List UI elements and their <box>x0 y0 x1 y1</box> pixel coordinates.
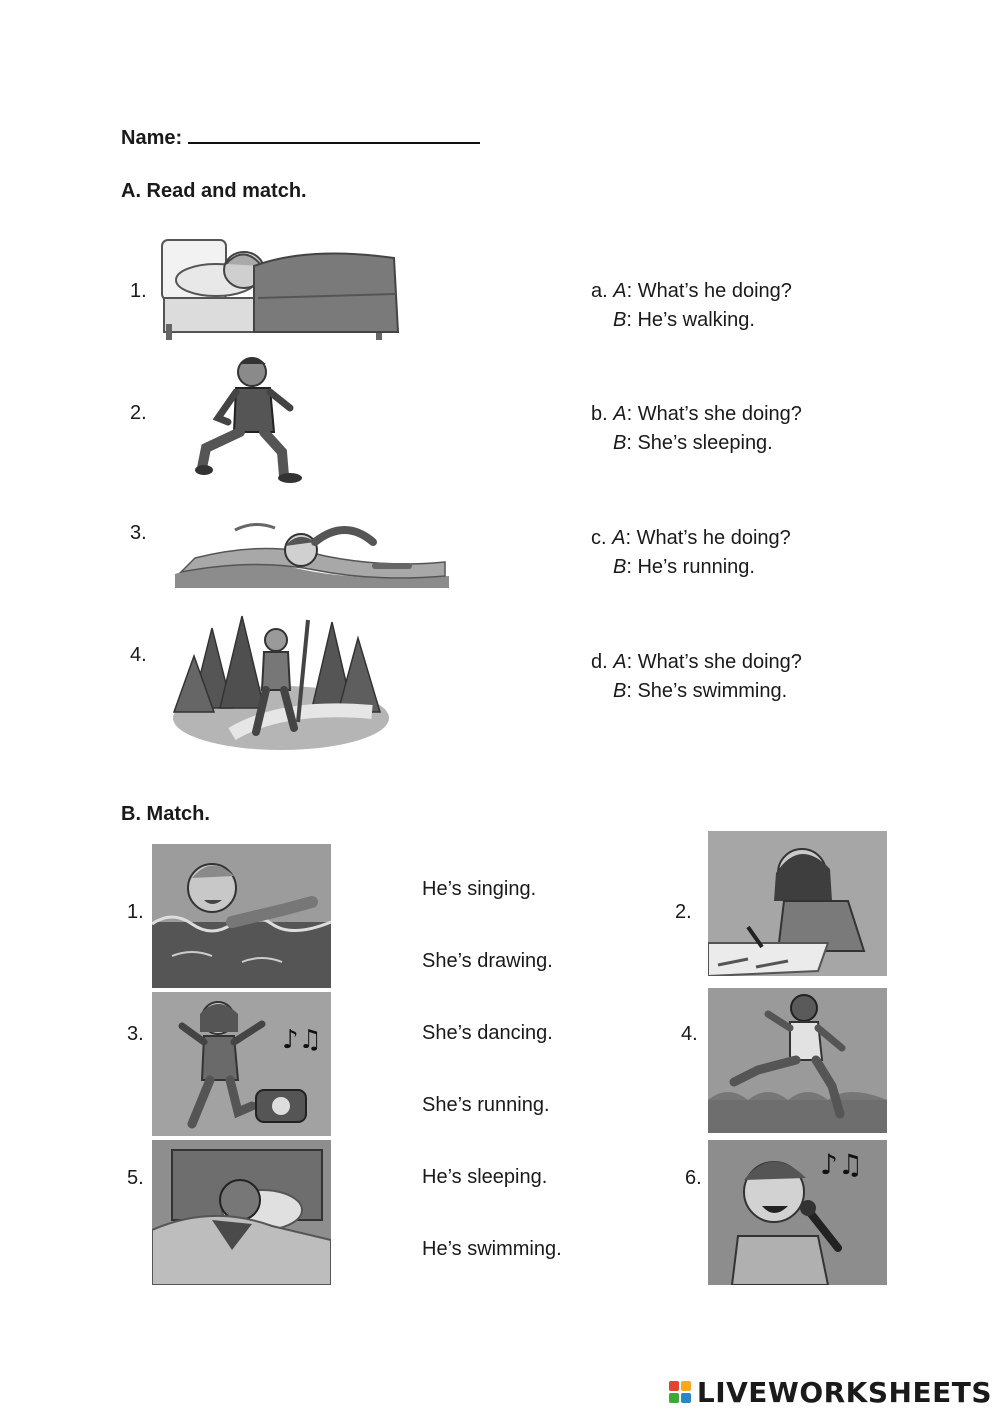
liveworksheets-logo <box>669 1375 992 1409</box>
svg-text:♪♫: ♪♫ <box>282 1025 322 1055</box>
option-text: He’s sleeping. <box>422 1166 548 1188</box>
dialogue-b: b. A: What’s she doing? B: She’s sleeping. <box>591 403 802 454</box>
running-boy-picture <box>190 352 305 484</box>
item-number: 4. <box>681 1023 698 1045</box>
boy-swimming-photo <box>152 844 331 988</box>
name-field <box>121 122 480 152</box>
boy-singing-photo <box>708 1140 887 1285</box>
item-number: 5. <box>127 1167 144 1189</box>
swimming-boy-picture <box>175 512 450 590</box>
name-label: Name: <box>121 127 183 149</box>
option-text: He’s singing. <box>422 878 537 900</box>
dialogue-a: a. A: What’s he doing? B: He’s walking. <box>591 280 792 331</box>
section-a-title: A. Read and match. <box>121 180 307 202</box>
option-text: He’s swimming. <box>422 1238 562 1260</box>
logo-squares-icon <box>669 1381 691 1403</box>
item-number: 4. <box>130 644 147 666</box>
item-number: 3. <box>127 1023 144 1045</box>
option-text: She’s running. <box>422 1094 550 1116</box>
item-number: 1. <box>127 901 144 923</box>
item-number: 6. <box>685 1167 702 1189</box>
item-number: 2. <box>675 901 692 923</box>
option-text: She’s drawing. <box>422 950 553 972</box>
item-number: 3. <box>130 522 147 544</box>
dialogue-d: d. A: What’s she doing? B: She’s swimming. <box>591 651 802 702</box>
sleeping-girl-picture <box>158 236 403 342</box>
girl-running-photo <box>708 988 887 1133</box>
girl-drawing-photo <box>708 831 887 976</box>
walking-boy-picture <box>172 608 390 750</box>
item-number: 1. <box>130 280 147 302</box>
boy-sleeping-photo <box>152 1140 331 1285</box>
svg-text:♪♫: ♪♫ <box>820 1148 863 1181</box>
girl-dancing-photo <box>152 992 331 1136</box>
item-number: 2. <box>130 402 147 424</box>
option-text: She’s dancing. <box>422 1022 553 1044</box>
dialogue-c: c. A: What’s he doing? B: He’s running. <box>591 527 791 578</box>
name-blank[interactable] <box>188 122 480 144</box>
section-b-title: B. Match. <box>121 803 210 825</box>
logo-text: LIVEWORKSHEETS <box>696 1375 992 1409</box>
